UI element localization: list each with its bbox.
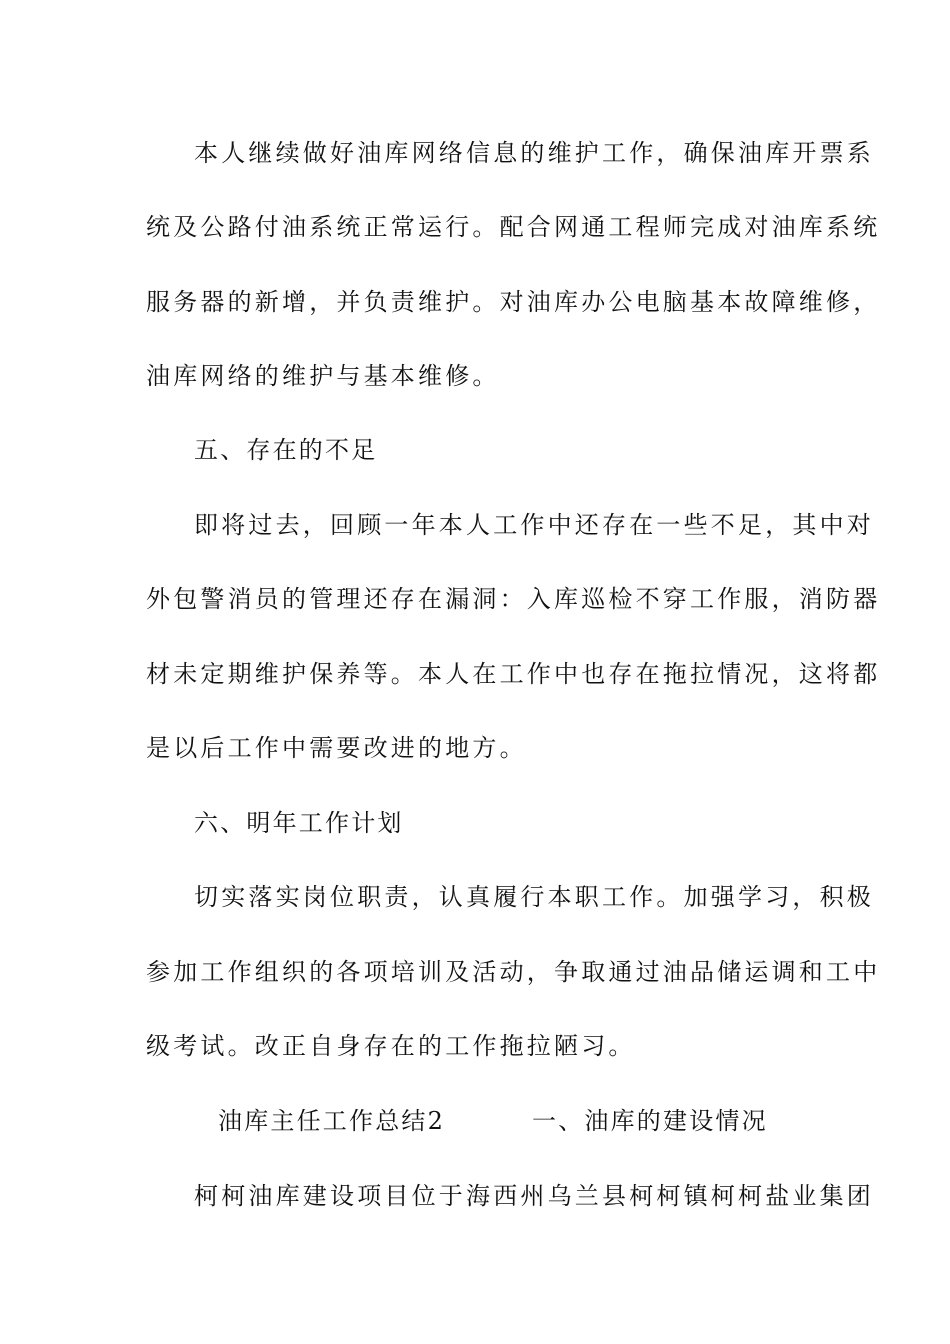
construction-heading: 一、油库的建设情况 [532,1107,768,1135]
summary-title: 油库主任工作总结2 [218,1107,446,1135]
paragraph-1-line-1: 本人继续做好油库网络信息的维护工作，确保油库开票系 [194,139,874,167]
paragraph-1-line-3: 服务器的新增，并负责维护。对油库办公电脑基本故障维修， [146,288,881,316]
section-heading-6: 六、明年工作计划 [194,809,404,837]
paragraph-1-line-2: 统及公路付油系统正常运行。配合网通工程师完成对油库系统 [146,213,881,241]
paragraph-3-line-1: 切实落实岗位职责，认真履行本职工作。加强学习，积极 [194,883,874,911]
paragraph-2-line-3: 材未定期维护保养等。本人在工作中也存在拖拉情况，这将都 [146,660,881,688]
section-heading-5: 五、存在的不足 [194,436,378,464]
paragraph-2-line-2: 外包警消员的管理还存在漏洞：入库巡检不穿工作服，消防器 [146,585,881,613]
paragraph-3-line-2: 参加工作组织的各项培训及活动，争取通过油品储运调和工中 [146,958,881,986]
paragraph-2-line-1: 即将过去，回顾一年本人工作中还存在一些不足，其中对 [194,511,874,539]
paragraph-2-line-4: 是以后工作中需要改进的地方。 [146,734,527,762]
paragraph-1-line-4: 油库网络的维护与基本维修。 [146,362,500,390]
paragraph-4-line-1: 柯柯油库建设项目位于海西州乌兰县柯柯镇柯柯盐业集团 [194,1182,874,1210]
summary-title-row [146,1106,826,1136]
paragraph-3-line-3: 级考试。改正自身存在的工作拖拉陋习。 [146,1032,636,1060]
